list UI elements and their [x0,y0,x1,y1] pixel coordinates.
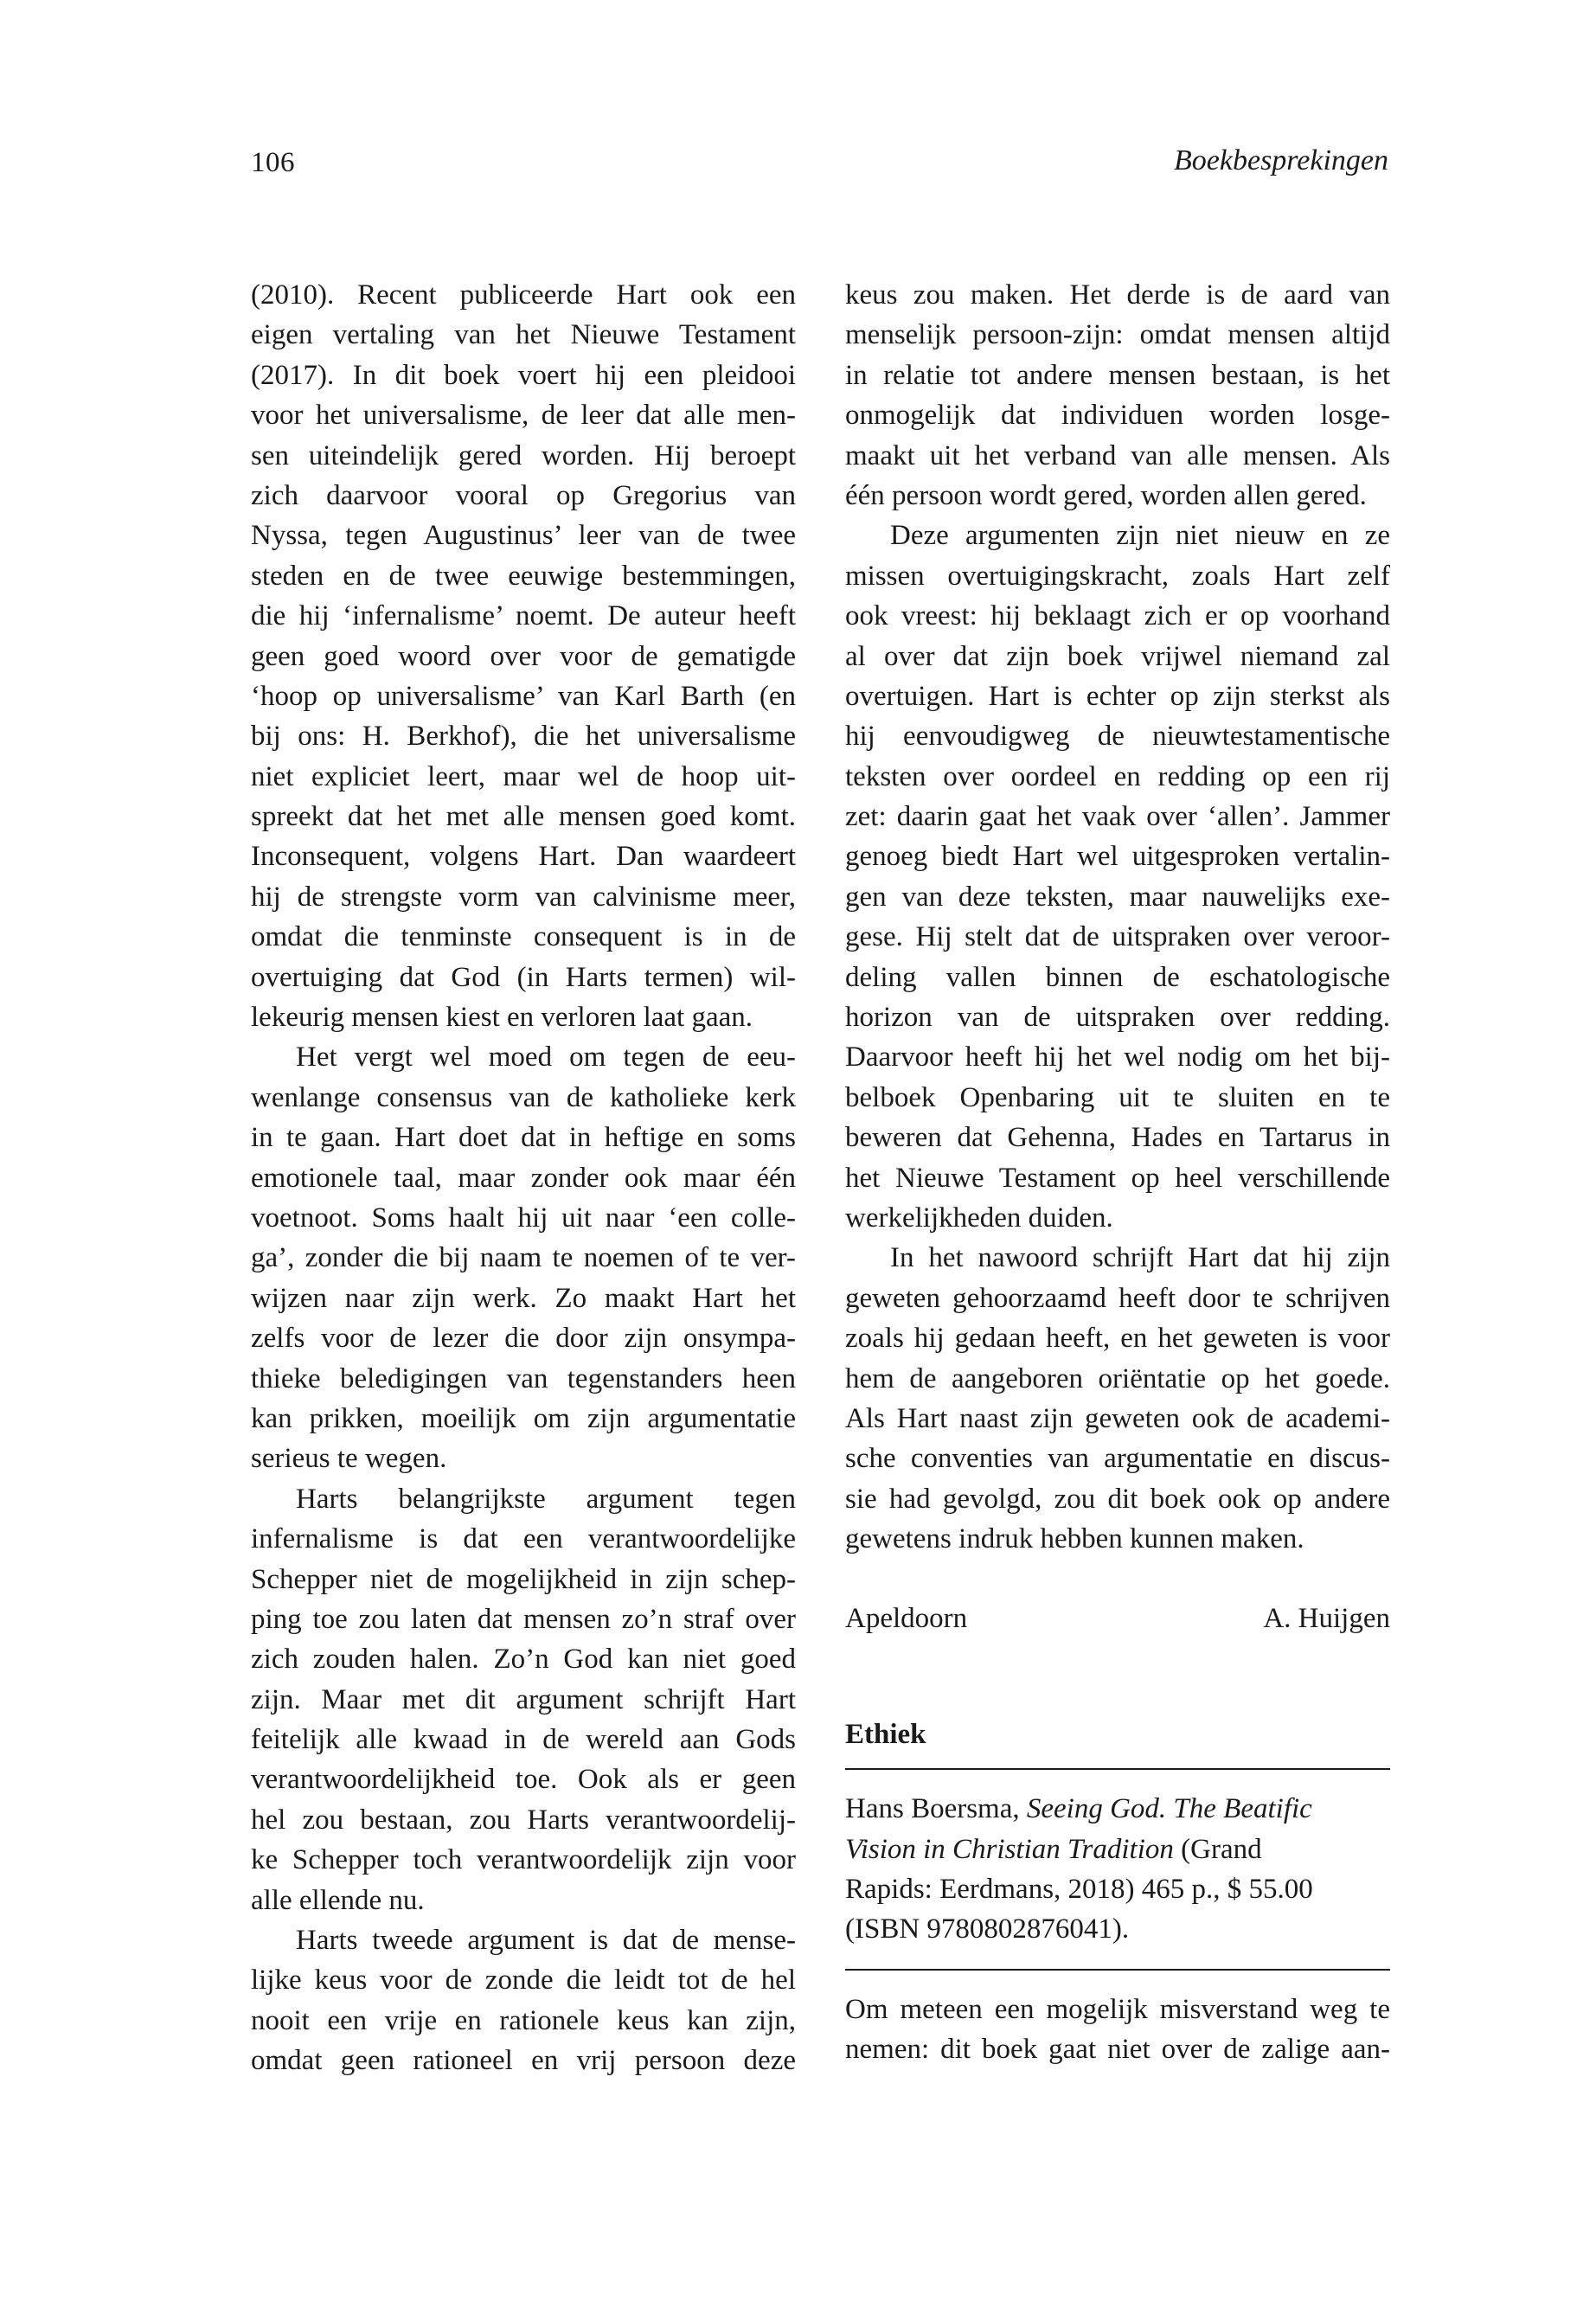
text-line: emotionele taal, maar zonder ook maar één [251,1162,796,1194]
text-line: thieke beledigingen van tegenstanders heen [251,1362,796,1394]
text-line: voetnoot. Soms haalt hij uit naar ‘een colle- [251,1202,796,1234]
text-line: (2017). In dit boek voert hij een pleidooi [251,359,796,391]
bib-title-line1: Seeing God. The Beatific [1026,1793,1312,1825]
text-line: zelfs voor de lezer die door zijn onsympa- [251,1323,796,1355]
text-line: nooit een vrije en rationele keus kan zijn, [251,2004,796,2036]
text-line: infernalisme is dat een verantwoordelijke [251,1523,796,1555]
text-line: lijke keus voor de zonde die leidt tot de hel [251,1965,796,1997]
text-line: sie had gevolgd, zou dit boek ook op andere [845,1483,1390,1515]
text-line: zich zouden halen. Zo’n God kan niet goed [251,1644,796,1676]
text-line: geen goed woord over voor de gematigde [251,640,796,672]
text-line: zijn. Maar met dit argument schrijft Hart [251,1683,796,1715]
text-line: kan prikken, moeilijk om zijn argumentatie [251,1402,796,1434]
text-line: sche conventies van argumentatie en discus- [845,1443,1390,1475]
text-line: wijzen naar zijn werk. Zo maakt Hart het [251,1282,796,1314]
text-line: nemen: dit boek gaat niet over de zalige aan- [845,2034,1390,2066]
text-line: wenlange consensus van de katholieke kerk [251,1081,796,1113]
text-line: gen van deze teksten, maar nauwelijks exe- [845,881,1390,913]
text-line: overtuiging dat God (in Harts termen) wil- [251,961,796,993]
text-line: overtuigen. Hart is echter op zijn sterkst als [845,680,1390,712]
text-line: genoeg biedt Hart wel uitgesproken vertalin- [845,841,1390,873]
text-line: ga’, zonder die bij naam te noemen of te ver- [251,1242,796,1274]
right-paragraphs [845,275,1390,1560]
review-signature [845,1599,1390,1638]
text-line: serieus te wegen. [251,1443,447,1475]
text-line: Harts tweede argument is dat de mense- [296,1925,796,1957]
text-line: in relatie tot andere mensen bestaan, is het [845,359,1390,391]
text-line: het Nieuwe Testament op heel verschillende [845,1162,1390,1194]
running-head: Boekbesprekingen [1174,144,1388,176]
section-heading: Ethiek [845,1718,926,1750]
text-line: teksten over oordeel en redding op een rij [845,760,1390,792]
left-column [251,275,796,2081]
text-line: geweten gehoorzaamd heeft door te schrijven [845,1282,1390,1314]
text-line: al over dat zijn boek vrijwel niemand zal [845,640,1390,672]
paragraph [251,1479,796,1920]
text-line: Nyssa, tegen Augustinus’ leer van de twee [251,520,796,552]
bib-title-line2: Vision in Christian Tradition [845,1833,1174,1865]
paragraph [845,1238,1390,1559]
text-line: zoals hij gedaan heeft, en het geweten is voor [845,1323,1390,1355]
text-line: onmogelijk dat individuen worden losge- [845,400,1390,432]
text-line: omdat geen rationeel en vrij persoon deze [251,2045,796,2077]
bib-rest-line2: (Grand [1173,1833,1262,1865]
text-line: Deze argumenten zijn niet nieuw en ze [890,520,1390,552]
text-line: niet expliciet leert, maar wel de hoop uit- [251,760,796,792]
text-line: Om meteen een mogelijk misverstand weg te [845,1993,1390,2025]
text-line: voor het universalisme, de leer dat alle men- [251,400,796,432]
text-line: Harts belangrijkste argument tegen [296,1483,796,1515]
text-line: bij ons: H. Berkhof), die het universalisme [251,721,796,753]
text-line: gewetens indruk hebben kunnen maken. [845,1523,1304,1555]
text-line: hij eenvoudigweg de nieuwtestamentische [845,721,1390,753]
text-line: steden en de twee eeuwige bestemmingen, [251,560,796,592]
text-line: ping toe zou laten dat mensen zo’n straf over [251,1603,796,1635]
rule-bottom [845,1969,1390,1971]
text-line: Als Hart naast zijn geweten ook de academi- [845,1402,1390,1434]
right-column [845,275,1390,2070]
text-line: keus zou maken. Het derde is de aard van [845,279,1390,311]
text-line: feitelijk alle kwaad in de wereld aan Gods [251,1724,796,1756]
text-line: in te gaan. Hart doet dat in heftige en soms [251,1122,796,1154]
text-line: zich daarvoor vooral op Gregorius van [251,479,796,511]
review-opening [845,1990,1390,2070]
text-line: beweren dat Gehenna, Hades en Tartarus in [845,1122,1390,1154]
text-line: ‘hoop op universalisme’ van Karl Barth (en [251,680,796,712]
paragraph [251,275,796,1037]
page-number: 106 [251,147,295,178]
text-line: hel zou bestaan, zou Harts verantwoordelij- [251,1804,796,1836]
text-line: werkelijkheden duiden. [845,1202,1113,1234]
text-line: Inconsequent, volgens Hart. Dan waardeert [251,841,796,873]
text-line: belboek Openbaring uit te sluiten en te [845,1081,1390,1113]
bib-line3: Rapids: Eerdmans, 2018) 465 p., $ 55.00 [845,1874,1313,1906]
bib-line4: (ISBN 9780802876041). [845,1913,1130,1945]
text-line: Schepper niet de mogelijkheid in zijn schep- [251,1563,796,1595]
bib-author: Hans Boersma, [845,1793,1020,1825]
text-line: omdat die tenminste consequent is in de [251,921,796,953]
text-line: horizon van de uitspraken over redding. [845,1002,1390,1034]
text-line: deling vallen binnen de eschatologische [845,961,1390,993]
text-line: spreekt dat het met alle mensen goed komt. [251,801,796,833]
bibliographic-entry [845,1789,1390,1950]
text-line: verantwoordelijkheid toe. Ook als er geen [251,1764,796,1796]
text-line: ook vreest: hij beklaagt zich er op voorhand [845,600,1390,632]
text-line: maakt uit het verband van alle mensen. Als [845,439,1390,471]
text-line: lekeurig mensen kiest en verloren laat gaan. [251,1002,753,1034]
text-line: Het vergt wel moed om tegen de eeu- [296,1042,796,1074]
paragraph [845,275,1390,516]
text-line: gese. Hij stelt dat de uitspraken over veroor- [845,921,1390,953]
text-line: ke Schepper toch verantwoordelijk zijn voor [251,1844,796,1876]
text-line: (2010). Recent publiceerde Hart ook een [251,279,796,311]
paragraph [251,1037,796,1478]
text-line: hem de aangeboren oriëntatie op het goede. [845,1362,1390,1394]
signature-author: A. Huijgen [1263,1602,1390,1634]
text-line: alle ellende nu. [251,1884,425,1916]
text-line: zet: daarin gaat het vaak over ‘allen’. Jammer [845,801,1390,833]
text-line: Daarvoor heeft hij het wel nodig om het bij- [845,1042,1390,1074]
text-line: In het nawoord schrijft Hart dat hij zijn [890,1242,1390,1274]
text-line: die hij ‘infernalisme’ noemt. De auteur heeft [251,600,796,632]
text-line: één persoon wordt gered, worden allen gered. [845,479,1367,511]
rule-top [845,1768,1390,1770]
text-line: hij de strengste vorm van calvinisme meer, [251,881,796,913]
text-line: menselijk persoon-zijn: omdat mensen altijd [845,319,1390,351]
text-line: eigen vertaling van het Nieuwe Testament [251,319,796,351]
text-line: sen uiteindelijk gered worden. Hij beroept [251,439,796,471]
text-line: missen overtuigingskracht, zoals Hart zelf [845,560,1390,592]
paragraph [845,516,1390,1238]
paragraph [251,1920,796,2081]
signature-place: Apeldoorn [845,1602,968,1634]
